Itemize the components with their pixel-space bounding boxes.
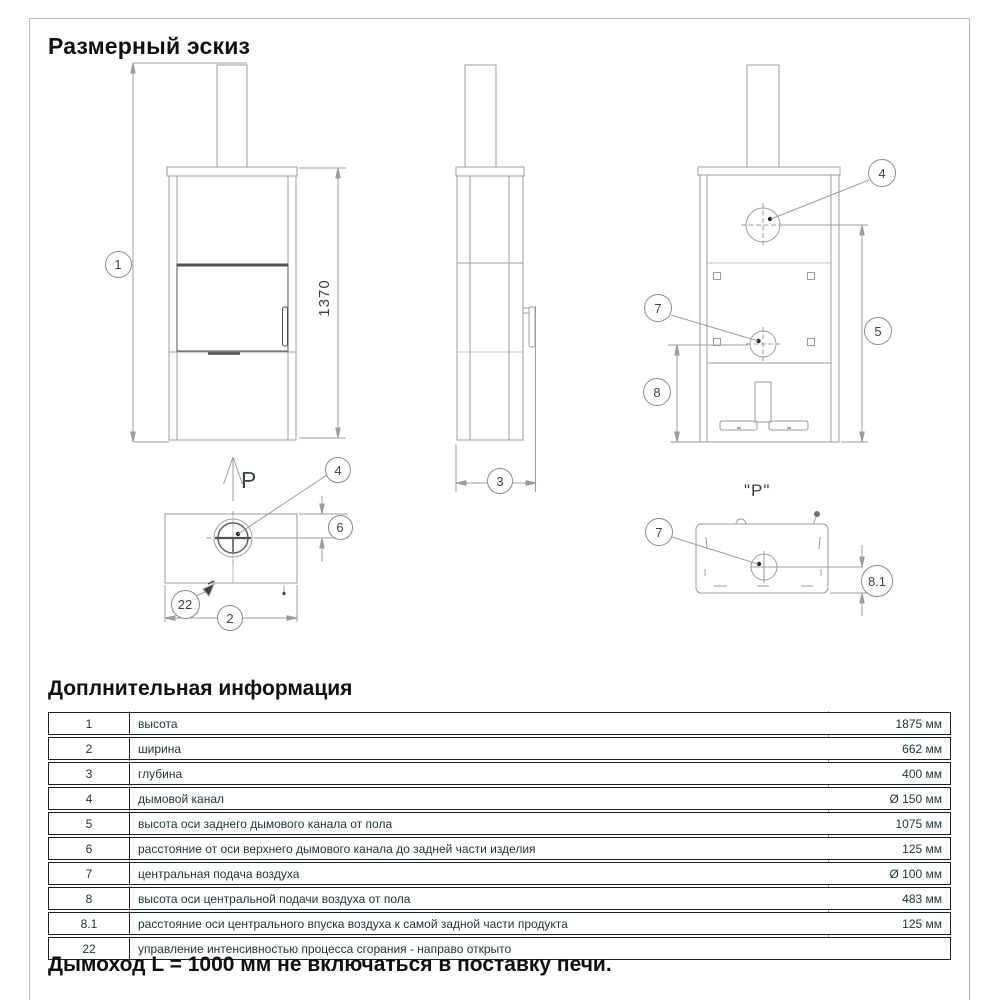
page-title: Размерный эскиз	[48, 33, 251, 59]
table-row: 4 дымовой канал Ø 150 мм	[48, 787, 951, 810]
p-view-outline	[696, 524, 828, 593]
callout-4-rear: 4	[868, 159, 896, 187]
top-flue-circle	[214, 519, 252, 557]
table-row: 6 расстояние от оси верхнего дымового канала до задней части изделия 125 мм	[48, 837, 951, 860]
front-body	[169, 176, 296, 440]
callout-7-rear: 7	[644, 294, 672, 322]
footer-note: Дымоход L = 1000 мм не включаться в поставку печи.	[48, 953, 612, 976]
side-door-handle	[523, 307, 535, 347]
callout-5: 5	[864, 317, 892, 345]
front-top-plate	[167, 167, 297, 176]
rear-air-circle	[750, 331, 776, 357]
table-row: 2 ширина 662 мм	[48, 737, 951, 760]
callout-4-top: 4	[325, 457, 351, 483]
table-row: 1 высота 1875 мм	[48, 712, 951, 735]
front-chimney	[217, 65, 247, 167]
top-view-outline	[165, 514, 297, 583]
callout-7-p: 7	[645, 518, 673, 546]
table-row: 22 управление интенсивностью процесса сгорания - направо открыто	[48, 937, 951, 960]
side-top-plate	[456, 167, 524, 176]
callout-22: 22	[171, 590, 200, 619]
side-body	[457, 176, 523, 440]
table-row: 8 высота оси центральной подачи воздуха от пола 483 мм	[48, 887, 951, 910]
front-door-glass	[177, 264, 288, 351]
table-row: 3 глубина 400 мм	[48, 762, 951, 785]
p-air-circle	[751, 554, 777, 580]
rear-pedestal	[720, 382, 808, 430]
view-arrow-p-label: P	[241, 467, 257, 493]
side-chimney	[465, 65, 496, 167]
table-row: 8.1 расстояние оси центрального впуска воздуха к самой задной части продукта 125 мм	[48, 912, 951, 935]
p-view	[672, 511, 868, 616]
combustion-control-lever	[196, 581, 286, 596]
table-row: 5 высота оси заднего дымового канала от пола 1075 мм	[48, 812, 951, 835]
view-direction-arrow	[224, 457, 243, 501]
rear-top-plate	[698, 167, 840, 175]
info-table	[48, 712, 951, 962]
callout-3: 3	[487, 468, 513, 494]
callout-2: 2	[217, 605, 243, 631]
rear-chimney	[747, 65, 779, 167]
table-row: 7 центральная подача воздуха Ø 100 мм	[48, 862, 951, 885]
rear-view	[668, 65, 869, 442]
p-view-title: "P"	[744, 481, 771, 500]
callout-8-1: 8.1	[861, 565, 893, 597]
rear-flue-circle	[746, 208, 780, 242]
callout-6: 6	[328, 515, 353, 540]
callout-1: 1	[105, 251, 132, 278]
section-title: Доплнительная информация	[48, 677, 353, 700]
rear-body	[700, 175, 839, 442]
dim-1370-label: 1370	[315, 279, 333, 317]
front-door-handle	[283, 307, 288, 346]
callout-8: 8	[643, 378, 671, 406]
side-view	[456, 65, 536, 492]
